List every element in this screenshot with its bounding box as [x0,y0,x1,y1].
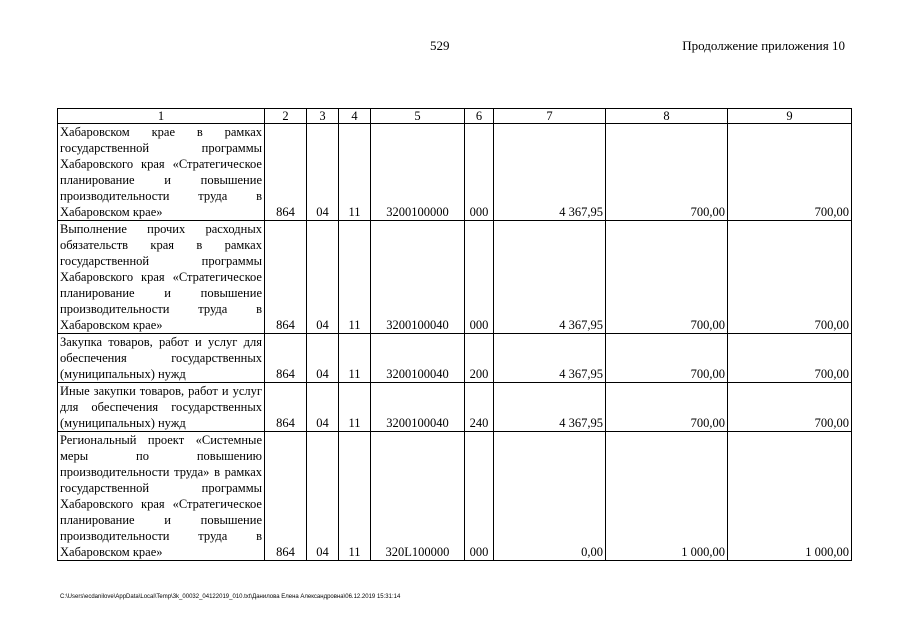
column-header: 8 [606,109,728,124]
column-header: 7 [494,109,606,124]
appendix-continuation-note: Продолжение приложения 10 [682,38,845,53]
column-header: 5 [371,109,465,124]
table-row [58,124,852,221]
row-name: Закупка товаров, работ и услуг для обеспечения государственных (муниципальных) нужд [58,334,265,383]
expense-type-code: 000 [465,432,494,561]
subsection-code: 11 [339,334,371,383]
grbs-code: 864 [265,383,307,432]
budget-table [57,108,852,561]
row-name: Региональный проект «Системные меры по повышению производительности труда» в рамках государственной программы Хабаровского края «Стратегическое планирование и повышение производительности труда в Хабаровском крае» [58,432,265,561]
row-name: Иные закупки товаров, работ и услуг для обеспечения государственных (муниципальных) нужд [58,383,265,432]
section-code: 04 [307,432,339,561]
amount-col9: 700,00 [728,124,852,221]
amount-col8: 700,00 [606,334,728,383]
amount-col9: 1 000,00 [728,432,852,561]
file-path-footer: C:\Users\eсdanilove\AppData\Local\Temp\3k_00032_04122019_010.txt\Данилова Елена Александровна\06.12.2019 15:31:14 [60,594,401,600]
section-code: 04 [307,383,339,432]
column-header: 9 [728,109,852,124]
amount-col7: 4 367,95 [494,334,606,383]
grbs-code: 864 [265,334,307,383]
amount-col7: 0,00 [494,432,606,561]
amount-col9: 700,00 [728,334,852,383]
amount-col9: 700,00 [728,383,852,432]
subsection-code: 11 [339,124,371,221]
row-name: Хабаровском крае в рамках государственной программы Хабаровского края «Стратегическое планирование и повышение производительности труда в Хабаровском крае» [58,124,265,221]
expense-type-code: 000 [465,221,494,334]
subsection-code: 11 [339,432,371,561]
column-header: 1 [58,109,265,124]
amount-col8: 1 000,00 [606,432,728,561]
amount-col8: 700,00 [606,124,728,221]
target-article-code: 3200100000 [371,124,465,221]
expense-type-code: 240 [465,383,494,432]
grbs-code: 864 [265,124,307,221]
grbs-code: 864 [265,432,307,561]
target-article-code: 3200100040 [371,221,465,334]
expense-type-code: 200 [465,334,494,383]
table-row [58,334,852,383]
table-row [58,221,852,334]
target-article-code: 3200100040 [371,383,465,432]
table-row [58,383,852,432]
subsection-code: 11 [339,383,371,432]
table-header-row [58,109,852,124]
page-number: 529 [430,38,450,53]
target-article-code: 3200100040 [371,334,465,383]
column-header: 6 [465,109,494,124]
subsection-code: 11 [339,221,371,334]
target-article-code: 320L100000 [371,432,465,561]
section-code: 04 [307,221,339,334]
row-name: Выполнение прочих расходных обязательств края в рамках государственной программы Хабаровского края «Стратегическое планирование и повышение производительности труда в Хабаровском крае» [58,221,265,334]
grbs-code: 864 [265,221,307,334]
amount-col8: 700,00 [606,383,728,432]
column-header: 4 [339,109,371,124]
amount-col8: 700,00 [606,221,728,334]
amount-col9: 700,00 [728,221,852,334]
amount-col7: 4 367,95 [494,221,606,334]
column-header: 2 [265,109,307,124]
column-header: 3 [307,109,339,124]
table-row [58,432,852,561]
expense-type-code: 000 [465,124,494,221]
amount-col7: 4 367,95 [494,124,606,221]
section-code: 04 [307,124,339,221]
amount-col7: 4 367,95 [494,383,606,432]
section-code: 04 [307,334,339,383]
